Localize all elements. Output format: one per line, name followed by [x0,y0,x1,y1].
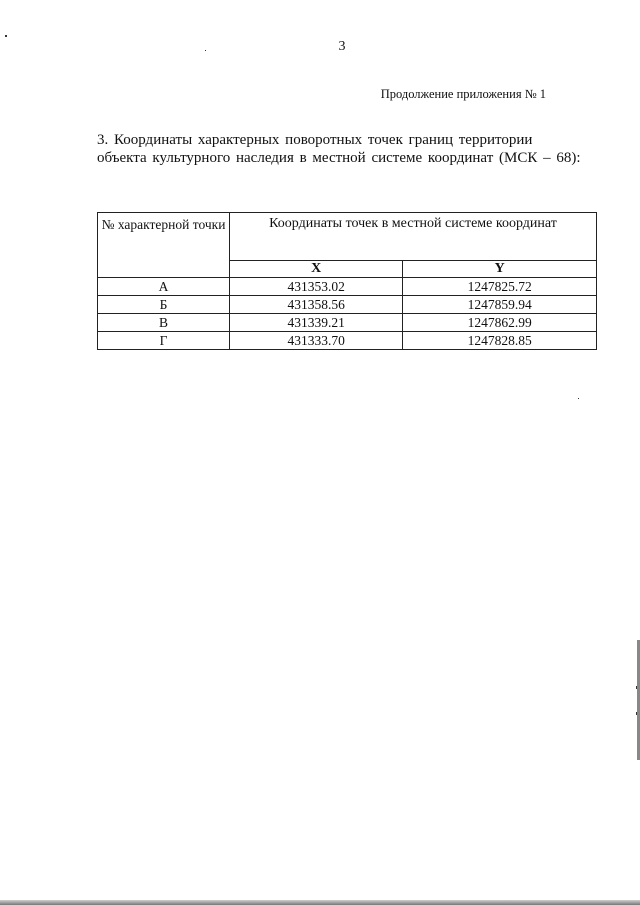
scan-bottom-edge [0,900,640,905]
x-value: 431358.56 [230,296,403,314]
table-row [98,332,597,350]
section-heading: 3. Координаты характерных поворотных точек границ территории объекта культурного наследия в местной системе координат (МСК – 68): [97,132,581,166]
header-y: Y [403,261,597,278]
y-value: 1247859.94 [403,296,597,314]
point-label: А [98,278,230,296]
x-value: 431353.02 [230,278,403,296]
header-coordinates: Координаты точек в местной системе координат [230,213,597,261]
page-number: 3 [338,39,346,54]
table-row [98,296,597,314]
x-value: 431333.70 [230,332,403,350]
coordinates-table [97,212,597,350]
y-value: 1247828.85 [403,332,597,350]
y-value: 1247825.72 [403,278,597,296]
y-value: 1247862.99 [403,314,597,332]
point-label: Б [98,296,230,314]
header-point-number: № характерной точки [98,213,230,278]
table-header-row [98,213,597,261]
scan-speck [5,35,7,37]
point-label: В [98,314,230,332]
point-label: Г [98,332,230,350]
header-x: X [230,261,403,278]
x-value: 431339.21 [230,314,403,332]
table-row [98,278,597,296]
appendix-note: Продолжение приложения № 1 [380,87,546,101]
scan-speck [578,398,579,399]
scan-speck [205,50,206,51]
table-row [98,314,597,332]
